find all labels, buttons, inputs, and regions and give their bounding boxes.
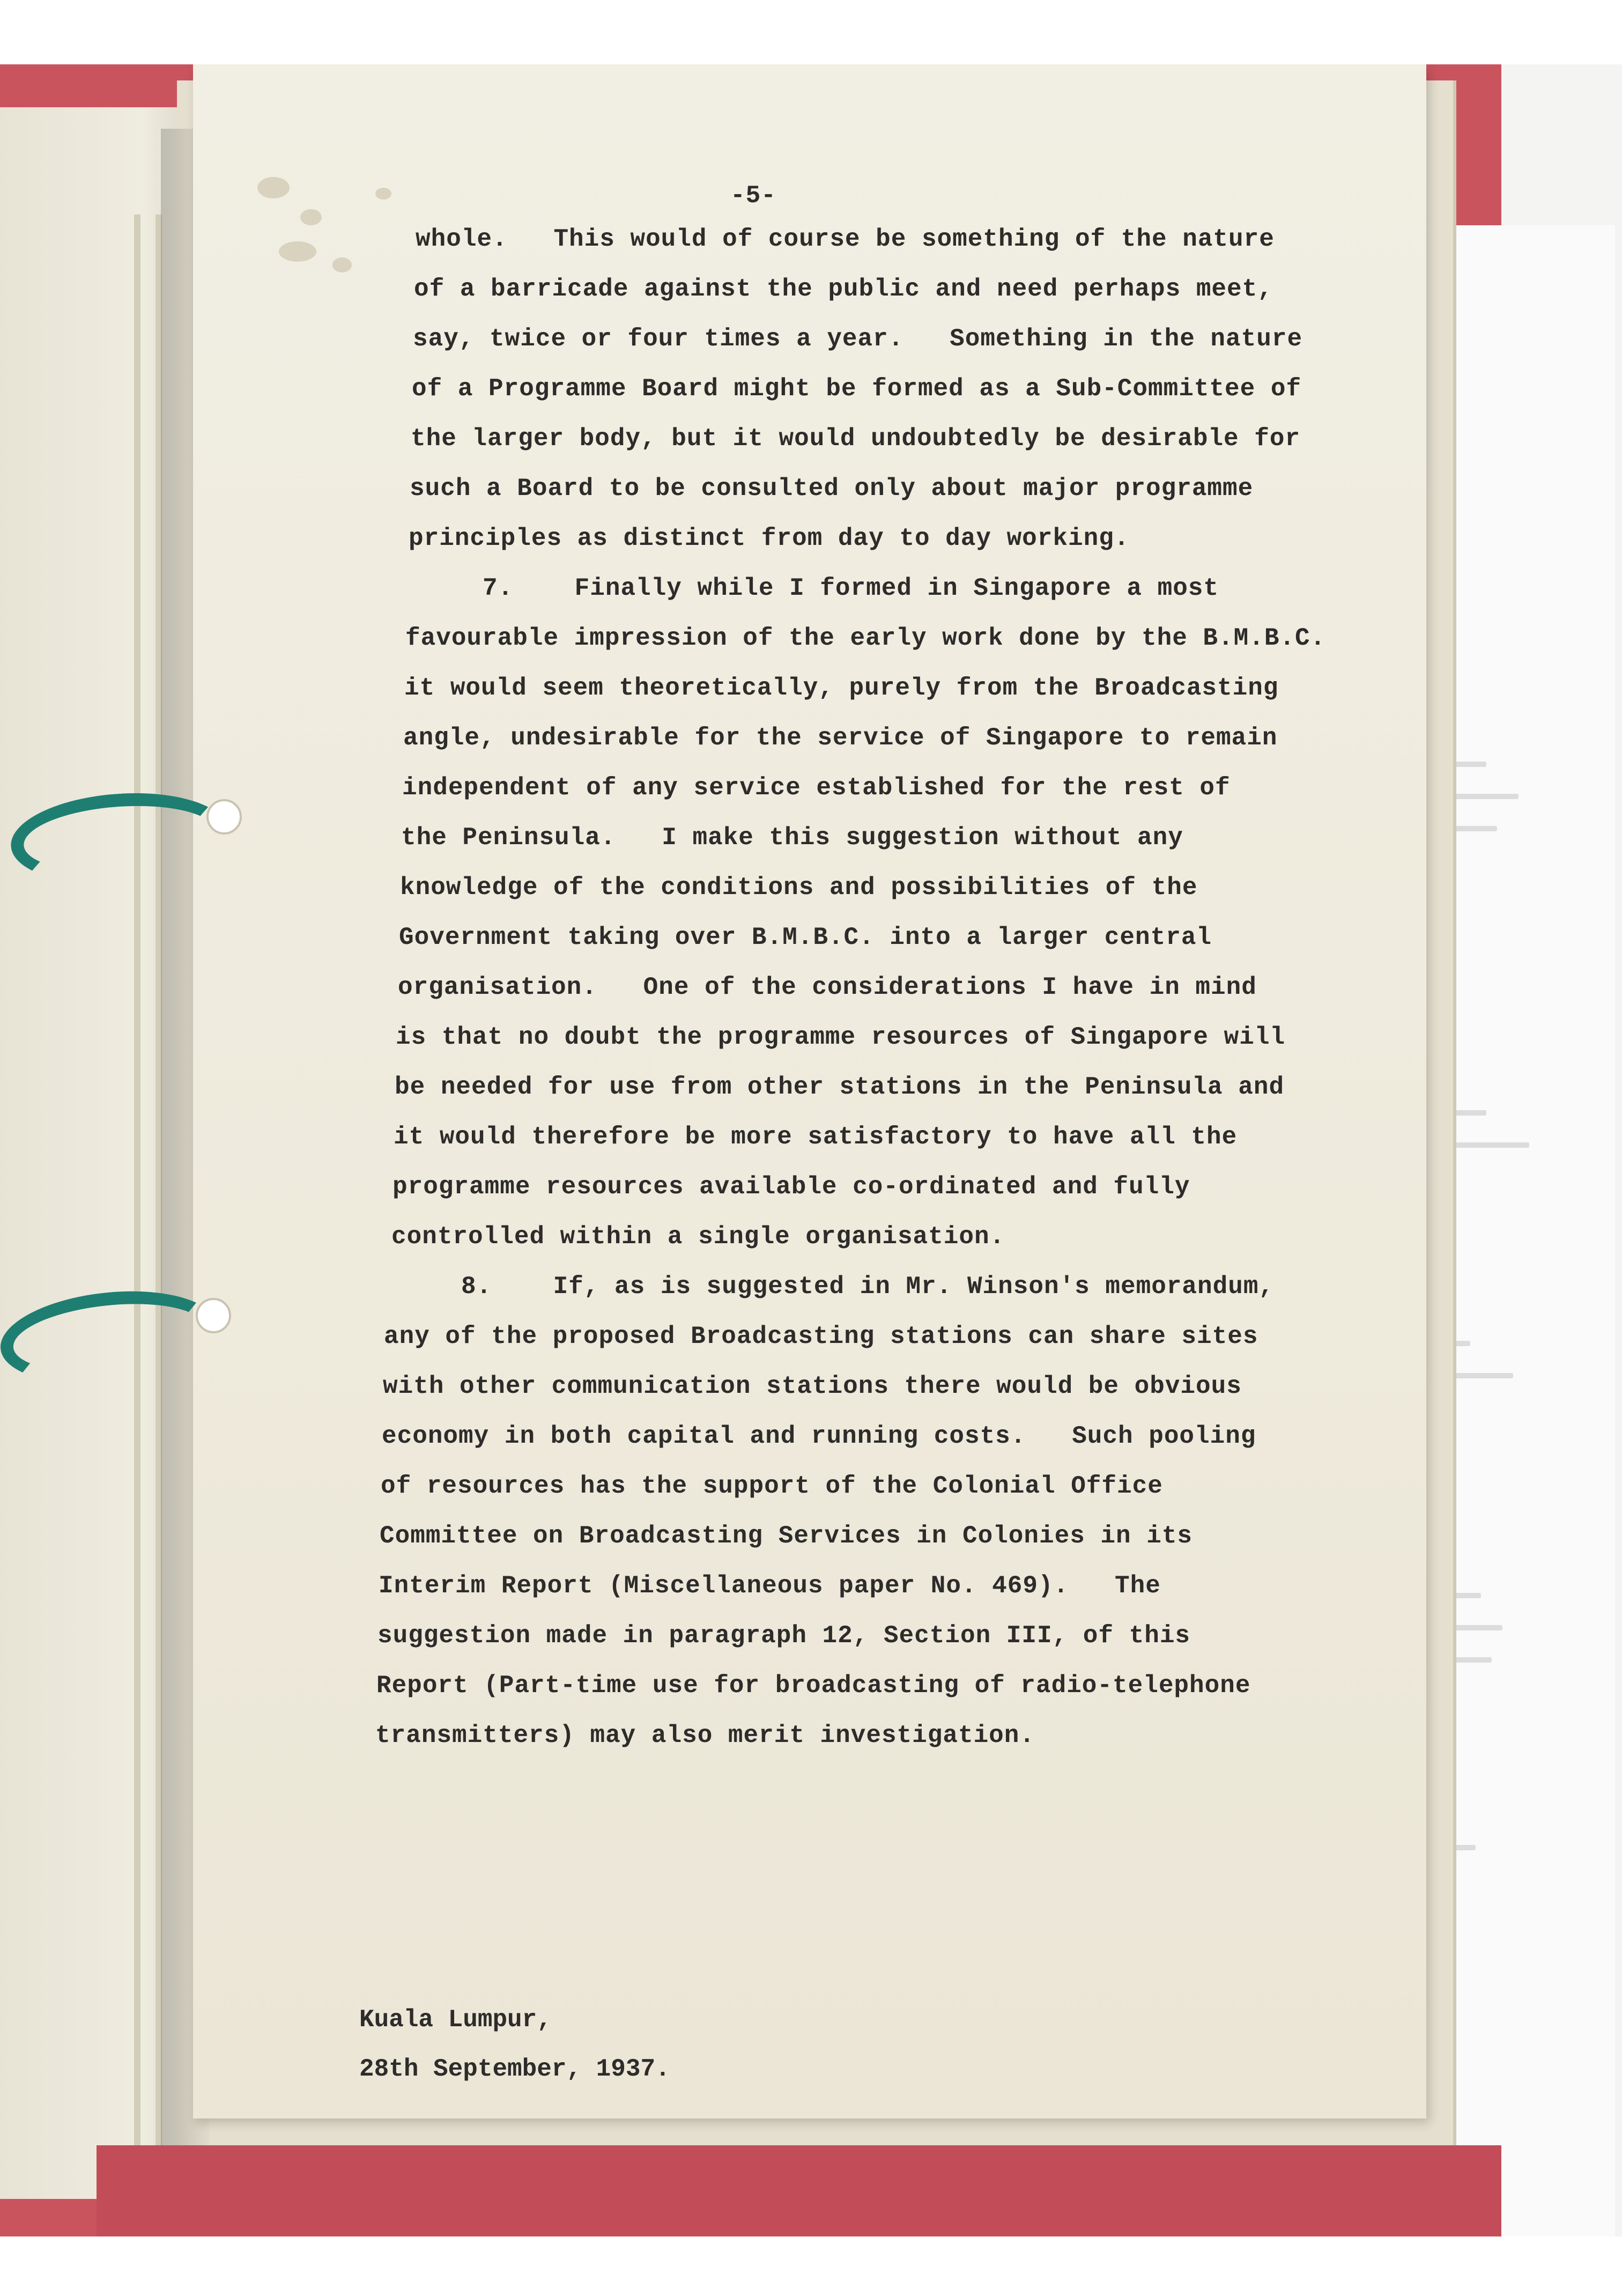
text-line: independent of any service established for the rest of bbox=[402, 774, 1231, 802]
text-line: the larger body, but it would undoubtedly be desirable for bbox=[411, 425, 1301, 453]
date: 28th September, 1937. bbox=[359, 2055, 670, 2083]
text-line: it would therefore be more satisfactory to have all the bbox=[394, 1123, 1238, 1151]
text-line: favourable impression of the early work done by the B.M.B.C. bbox=[405, 624, 1326, 652]
text-line: suggestion made in paragraph 12, Section III, of this bbox=[377, 1622, 1191, 1650]
text-line: economy in both capital and running costs. Such pooling bbox=[382, 1422, 1256, 1450]
text-line: such a Board to be consulted only about major programme bbox=[410, 475, 1254, 503]
paragraph-7 bbox=[365, 564, 1383, 1262]
text-line: Report (Part-time use for broadcasting of radio-telephone bbox=[376, 1672, 1251, 1700]
text-line: programme resources available co-ordinated and fully bbox=[392, 1173, 1190, 1201]
text-line: whole. This would of course be something of the nature bbox=[416, 225, 1275, 253]
text-line: Committee on Broadcasting Services in Colonies in its bbox=[380, 1522, 1193, 1550]
text-line: transmitters) may also merit investigation. bbox=[375, 1722, 1035, 1749]
page-number: -5- bbox=[730, 182, 776, 210]
text-line: say, twice or four times a year. Something in the nature bbox=[413, 325, 1303, 353]
text-line: of a Programme Board might be formed as a Sub-Committee of bbox=[412, 375, 1302, 403]
place: Kuala Lumpur, bbox=[359, 2006, 552, 2034]
text-line: of a barricade against the public and need perhaps meet, bbox=[414, 275, 1273, 303]
text-line: principles as distinct from day to day working. bbox=[409, 525, 1130, 552]
text-line: Interim Report (Miscellaneous paper No. 469). The bbox=[379, 1572, 1161, 1600]
text-line: Government taking over B.M.B.C. into a larger central bbox=[399, 924, 1212, 951]
folder-bottom-edge bbox=[97, 2145, 1501, 2236]
text-line: any of the proposed Broadcasting stations can share sites bbox=[384, 1323, 1258, 1350]
text-line: controlled within a single organisation. bbox=[391, 1223, 1005, 1251]
text-line: 8. If, as is suggested in Mr. Winson's memorandum, bbox=[461, 1273, 1275, 1301]
text-line: the Peninsula. I make this suggestion without any bbox=[401, 824, 1183, 852]
text-line: is that no doubt the programme resources of Singapore will bbox=[396, 1023, 1286, 1051]
text-line: organisation. One of the considerations I have in mind bbox=[398, 973, 1257, 1001]
text-line: angle, undesirable for the service of Singapore to remain bbox=[403, 724, 1278, 752]
paragraph-continuation bbox=[365, 215, 1383, 564]
text-line: it would seem theoretically, purely from the Broadcasting bbox=[404, 674, 1279, 702]
paragraph-8 bbox=[365, 1262, 1383, 1761]
text-line: knowledge of the conditions and possibilities of the bbox=[400, 874, 1198, 902]
text-line: with other communication stations there would be obvious bbox=[383, 1372, 1242, 1400]
document-body bbox=[365, 177, 1383, 1761]
text-line: of resources has the support of the Colonial Office bbox=[381, 1472, 1163, 1500]
text-line: be needed for use from other stations in the Peninsula and bbox=[395, 1073, 1285, 1101]
text-line: 7. Finally while I formed in Singapore a most bbox=[483, 574, 1219, 602]
